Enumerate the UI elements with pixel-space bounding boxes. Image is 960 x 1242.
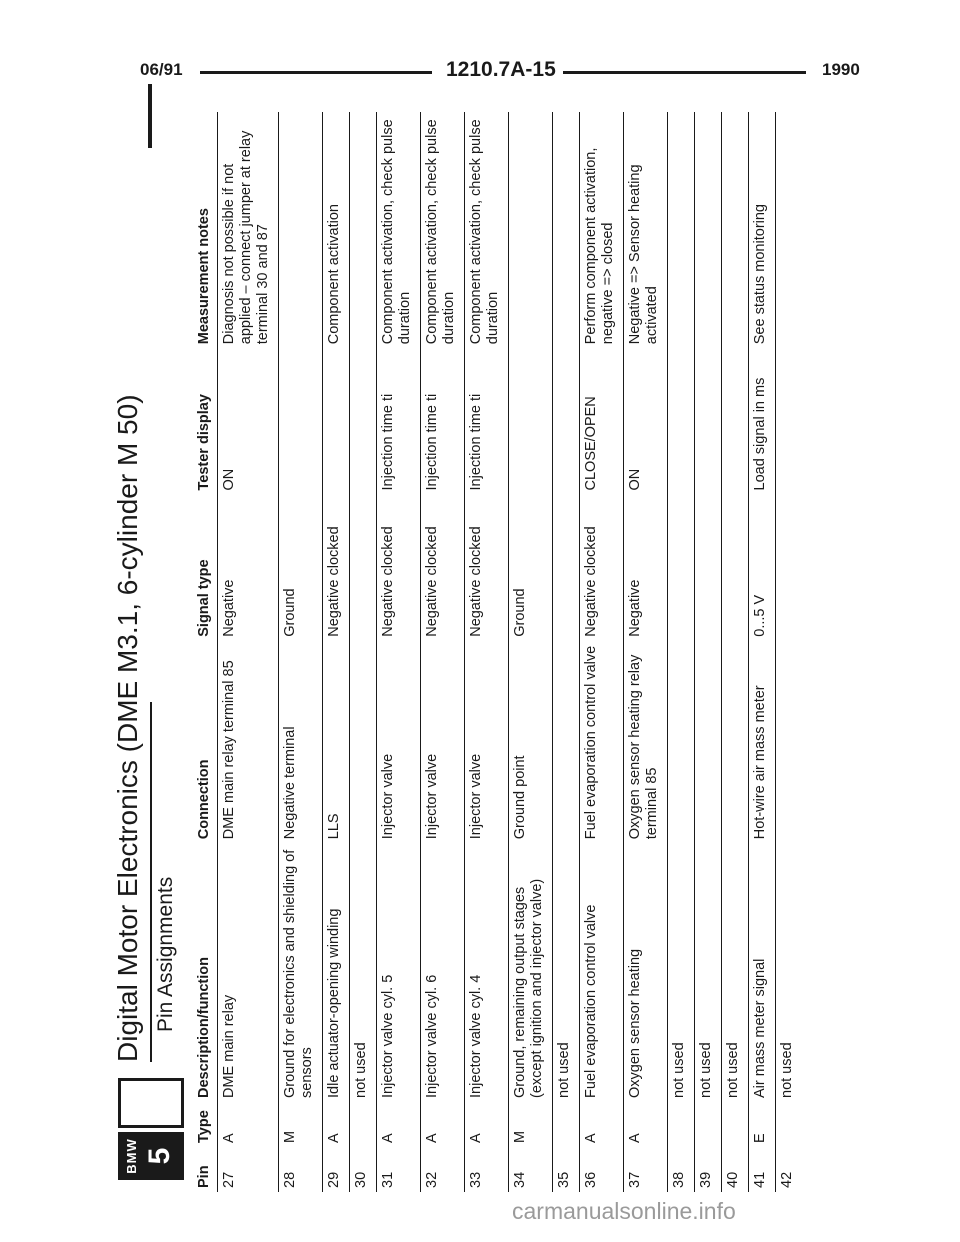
cell-connection (695, 641, 722, 844)
cell-description: Air mass meter signal (749, 843, 776, 1102)
cell-measurement-notes (553, 112, 580, 348)
cell-pin: 33 (465, 1147, 509, 1192)
cell-pin: 35 (553, 1147, 580, 1192)
header-rule-right (563, 71, 806, 74)
page-header (0, 0, 960, 95)
table-row (509, 112, 553, 1192)
cell-signal-type: Negative clocked (377, 495, 421, 641)
cell-pin: 29 (323, 1147, 350, 1192)
pin-assignment-table-wrapper (194, 112, 802, 1192)
cell-description: not used (722, 843, 749, 1102)
table-row (695, 112, 722, 1192)
cell-type: A (580, 1102, 624, 1147)
cell-measurement-notes (279, 112, 323, 348)
cell-type (695, 1102, 722, 1147)
cell-measurement-notes (509, 112, 553, 348)
column-header-tester-display: Tester display (196, 394, 212, 491)
title-underline (150, 702, 152, 1062)
cell-pin: 34 (509, 1147, 553, 1192)
cell-description: Idle actuator-opening winding (323, 843, 350, 1102)
table-row (218, 112, 279, 1192)
cell-measurement-notes: Component activation (323, 112, 350, 348)
table-row (323, 112, 350, 1192)
cell-connection: Injector valve (421, 641, 465, 844)
table-row (553, 112, 580, 1192)
cell-connection (553, 641, 580, 844)
cell-description: not used (553, 843, 580, 1102)
cell-measurement-notes: See status monitoring (749, 112, 776, 348)
cell-signal-type: Negative clocked (580, 495, 624, 641)
column-header-signal-type: Signal type (196, 559, 212, 637)
watermark-text: carmanualsonline.info (512, 1198, 736, 1224)
cell-connection: Negative terminal (279, 641, 323, 844)
cell-description: Ground for electronics and shielding of sensors (279, 843, 323, 1102)
cell-pin: 42 (776, 1147, 803, 1192)
cell-tester-display: CLOSE/OPEN (580, 348, 624, 494)
logo-series-number: 5 (143, 1147, 176, 1165)
logo-brand-text: BMW (124, 1138, 139, 1174)
cell-connection (776, 641, 803, 844)
cell-measurement-notes: Component activation, check pulse duration (377, 112, 421, 348)
cell-type (350, 1102, 377, 1147)
cell-tester-display: Injection time ti (465, 348, 509, 494)
table-row (722, 112, 749, 1192)
page-title: Digital Motor Electronics (DME M3.1, 6-cylinder M 50) (112, 394, 143, 1062)
cell-tester-display (350, 348, 377, 494)
cell-tester-display (695, 348, 722, 494)
cell-description: Injector valve cyl. 4 (465, 843, 509, 1102)
cell-connection: DME main relay terminal 85 (218, 641, 279, 844)
table-row (776, 112, 803, 1192)
header-date: 06/91 (140, 60, 183, 79)
cell-measurement-notes: Component activation, check pulse duration (465, 112, 509, 348)
cell-type: A (465, 1102, 509, 1147)
cell-description: Ground, remaining output stages (except ignition and injector valve) (509, 843, 553, 1102)
header-rule-left (200, 71, 432, 74)
cell-signal-type (350, 495, 377, 641)
cell-tester-display (323, 348, 350, 494)
cell-type: A (377, 1102, 421, 1147)
cell-description: not used (668, 843, 695, 1102)
cell-signal-type: Negative clocked (323, 495, 350, 641)
cell-signal-type (668, 495, 695, 641)
cell-description: Fuel evaporation control valve (580, 843, 624, 1102)
table-row (421, 112, 465, 1192)
cell-measurement-notes (776, 112, 803, 348)
cell-connection: Injector valve (377, 641, 421, 844)
cell-description: Oxygen sensor heating (624, 843, 668, 1102)
cell-measurement-notes: Negative => Sensor heating activated (624, 112, 668, 348)
cell-signal-type: Ground (509, 495, 553, 641)
cell-pin: 31 (377, 1147, 421, 1192)
cell-signal-type: Negative (218, 495, 279, 641)
cell-tester-display: Injection time ti (421, 348, 465, 494)
pin-assignment-table (194, 112, 802, 1192)
column-header-pin: Pin (196, 1165, 212, 1188)
cell-pin: 27 (218, 1147, 279, 1192)
cell-measurement-notes: Perform component activation, negative => closed (580, 112, 624, 348)
cell-tester-display (279, 348, 323, 494)
column-header-type: Type (196, 1110, 212, 1143)
cell-tester-display: Load signal in ms (749, 348, 776, 494)
cell-measurement-notes (350, 112, 377, 348)
column-header-measurement-notes: Measurement notes (196, 208, 212, 345)
cell-type: A (218, 1102, 279, 1147)
cell-signal-type: 0...5 V (749, 495, 776, 641)
table-row (624, 112, 668, 1192)
cell-pin: 36 (580, 1147, 624, 1192)
cell-description: Injector valve cyl. 6 (421, 843, 465, 1102)
cell-tester-display (509, 348, 553, 494)
cell-measurement-notes (695, 112, 722, 348)
column-header-connection: Connection (196, 759, 212, 840)
cell-type (668, 1102, 695, 1147)
table-row (350, 112, 377, 1192)
table-row (465, 112, 509, 1192)
cell-measurement-notes (722, 112, 749, 348)
cell-type: M (279, 1102, 323, 1147)
table-header-row (194, 112, 218, 1192)
rotated-page-body (110, 112, 850, 1192)
cell-measurement-notes: Diagnosis not possible if not applied – connect jumper at relay terminal 30 and 87 (218, 112, 279, 348)
table-row (279, 112, 323, 1192)
table-row (377, 112, 421, 1192)
cell-measurement-notes (668, 112, 695, 348)
table-row (749, 112, 776, 1192)
cell-pin: 39 (695, 1147, 722, 1192)
cell-tester-display (668, 348, 695, 494)
cell-type: A (323, 1102, 350, 1147)
cell-tester-display: Injection time ti (377, 348, 421, 494)
cell-description: Injector valve cyl. 5 (377, 843, 421, 1102)
cell-pin: 37 (624, 1147, 668, 1192)
cell-pin: 40 (722, 1147, 749, 1192)
cell-pin: 28 (279, 1147, 323, 1192)
cell-connection (668, 641, 695, 844)
cell-connection: Injector valve (465, 641, 509, 844)
cell-tester-display: ON (624, 348, 668, 494)
cell-description: not used (695, 843, 722, 1102)
cell-tester-display: ON (218, 348, 279, 494)
blank-index-box (118, 1078, 184, 1128)
cell-pin: 30 (350, 1147, 377, 1192)
cell-tester-display (776, 348, 803, 494)
cell-description: DME main relay (218, 843, 279, 1102)
cell-type (722, 1102, 749, 1147)
cell-measurement-notes: Component activation, check pulse duration (421, 112, 465, 348)
cell-connection: Hot-wire air mass meter (749, 641, 776, 844)
cell-signal-type: Negative clocked (465, 495, 509, 641)
cell-type: E (749, 1102, 776, 1147)
cell-type: M (509, 1102, 553, 1147)
page-subtitle: Pin Assignments (154, 876, 177, 1032)
table-body (218, 112, 803, 1192)
cell-connection: Ground point (509, 641, 553, 844)
cell-tester-display (553, 348, 580, 494)
cell-type (553, 1102, 580, 1147)
cell-pin: 41 (749, 1147, 776, 1192)
cell-signal-type (722, 495, 749, 641)
cell-description: not used (776, 843, 803, 1102)
cell-type: A (624, 1102, 668, 1147)
cell-signal-type: Negative (624, 495, 668, 641)
cell-connection: LLS (323, 641, 350, 844)
cell-signal-type: Negative clocked (421, 495, 465, 641)
header-section-code: 1210.7A-15 (446, 58, 556, 81)
table-row (668, 112, 695, 1192)
cell-connection (722, 641, 749, 844)
cell-pin: 38 (668, 1147, 695, 1192)
cell-type: A (421, 1102, 465, 1147)
cell-type (776, 1102, 803, 1147)
table-row (580, 112, 624, 1192)
cell-signal-type: Ground (279, 495, 323, 641)
cell-connection: Fuel evaporation control valve (580, 641, 624, 844)
cell-signal-type (553, 495, 580, 641)
cell-signal-type (776, 495, 803, 641)
header-year: 1990 (822, 60, 860, 79)
cell-description: not used (350, 843, 377, 1102)
bmw-series-logo (118, 1132, 184, 1180)
cell-signal-type (695, 495, 722, 641)
cell-tester-display (722, 348, 749, 494)
title-block (110, 112, 205, 1192)
cell-connection: Oxygen sensor heating relay terminal 85 (624, 641, 668, 844)
cell-pin: 32 (421, 1147, 465, 1192)
cell-connection (350, 641, 377, 844)
column-header-description: Description/function (196, 957, 212, 1098)
